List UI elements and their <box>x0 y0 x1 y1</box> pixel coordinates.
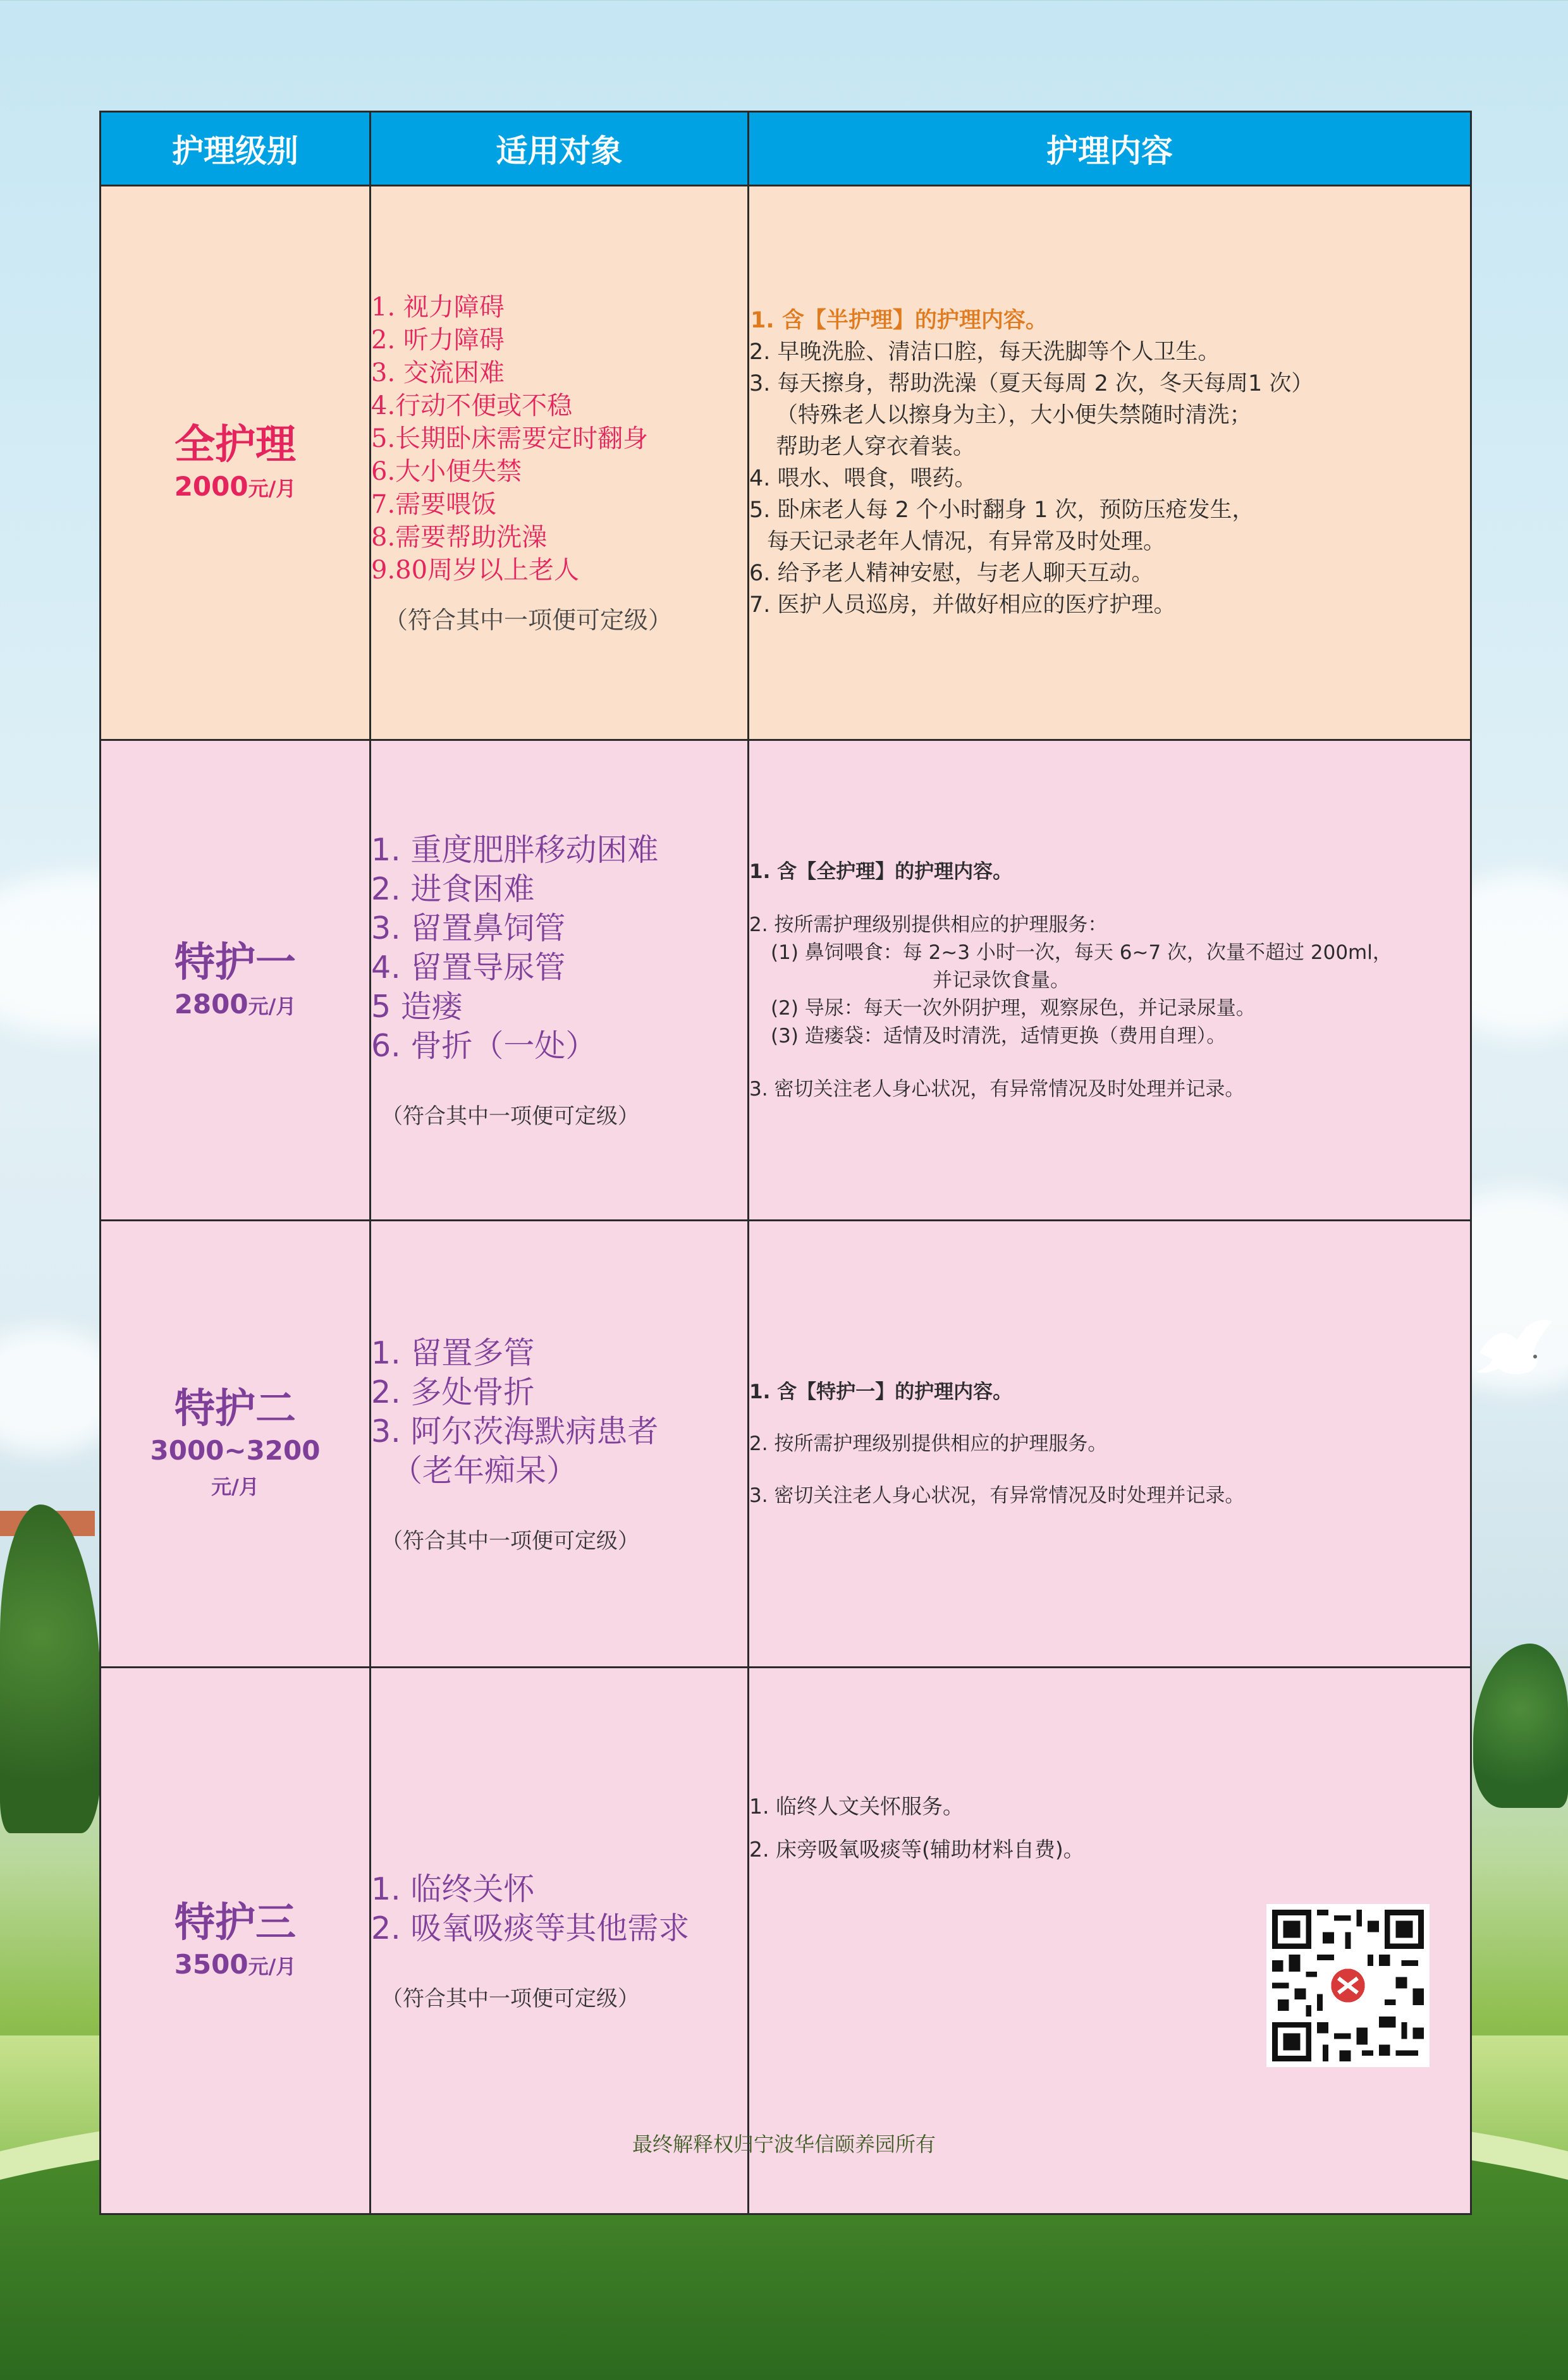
price-unit: 元/月 <box>248 1955 297 1979</box>
content-line: 1. 含【半护理】的护理内容。 <box>750 308 1048 333</box>
level-price-unit <box>101 1468 369 1503</box>
target-cell <box>371 186 749 740</box>
table-header-row <box>101 112 1471 186</box>
target-item: 1. 临终关怀 <box>371 1870 535 1907</box>
content-line: (3) 造瘘袋：适情及时清洗，适情更换（费用自理）。 <box>771 1024 1227 1047</box>
level-name: 特护三 <box>175 1900 296 1947</box>
target-item: （老年痴呆） <box>391 1452 578 1489</box>
level-cell <box>101 1221 371 1668</box>
footer-copyright: 最终解释权归宁波华信颐养园所有 <box>632 2132 936 2156</box>
price-value: 2800 <box>174 988 248 1020</box>
content-line: 2. 按所需护理级别提供相应的护理服务： <box>749 913 1108 936</box>
target-item: 2. 多处骨折 <box>371 1374 535 1410</box>
dove-icon <box>1473 1315 1555 1384</box>
content-line: 2. 床旁吸氧吸痰等(辅助材料自费)。 <box>749 1837 1084 1862</box>
content-cell <box>749 1221 1471 1668</box>
tree-right <box>1473 1644 1568 1808</box>
target-item: 2. 听力障碍 <box>371 325 505 355</box>
content-line: 1. 含【特护一】的护理内容。 <box>749 1381 1013 1403</box>
content-line: 并记录饮食量。 <box>933 968 1070 992</box>
care-level-table <box>99 111 1472 2215</box>
level-cell <box>101 186 371 740</box>
target-item: 1. 重度肥胖移动困难 <box>371 832 659 868</box>
content-line: (2) 导尿：每天一次外阴护理，观察尿色，并记录尿量。 <box>771 996 1256 1020</box>
target-item: 6.大小便失禁 <box>371 456 522 486</box>
level-price <box>101 470 369 504</box>
target-item: 1. 留置多管 <box>371 1334 535 1371</box>
tree-left <box>0 1504 101 1833</box>
price-unit: 元/月 <box>248 994 297 1018</box>
content-line: 帮助老人穿衣着装。 <box>776 434 976 460</box>
table-row <box>101 740 1471 1221</box>
target-item: 1. 视力障碍 <box>371 292 505 322</box>
content-cell <box>749 740 1471 1221</box>
qualification-note: （符合其中一项便可定级） <box>384 606 673 634</box>
target-item: 4. 留置导尿管 <box>371 949 566 986</box>
content-line: 2. 按所需护理级别提供相应的护理服务。 <box>749 1432 1108 1455</box>
content-line: 3. 密切关注老人身心状况，有异常情况及时处理并记录。 <box>749 1484 1245 1507</box>
content-line: 3. 每天擦身，帮助洗澡（夏天每周 2 次，冬天每周1 次） <box>749 371 1314 396</box>
content-cell <box>749 186 1471 740</box>
target-item: 9.80周岁以上老人 <box>371 555 580 585</box>
level-name: 特护二 <box>175 1386 296 1432</box>
target-item: 6. 骨折（一处） <box>371 1028 597 1064</box>
target-cell <box>371 1221 749 1668</box>
target-item: 2. 进食困难 <box>371 871 535 907</box>
target-item: 5 造瘘 <box>371 989 463 1025</box>
header-care-content: 护理内容 <box>749 112 1471 186</box>
qualification-note: （符合其中一项便可定级） <box>381 1104 639 1129</box>
content-line: (1) 鼻饲喂食：每 2~3 小时一次，每天 6~7 次，次量不超过 200ml， <box>771 941 1392 964</box>
target-item: 4.行动不便或不稳 <box>371 391 573 420</box>
target-item: 3. 交流困难 <box>371 358 505 388</box>
target-item: 8.需要帮助洗澡 <box>371 522 548 552</box>
target-item: 7.需要喂饭 <box>371 489 497 519</box>
price-unit: 元/月 <box>211 1475 259 1499</box>
content-line: 每天记录老年人情况，有异常及时处理。 <box>767 529 1166 554</box>
qualification-note: （符合其中一项便可定级） <box>381 1986 639 2011</box>
price-value: 3500 <box>174 1949 248 1980</box>
qr-code-icon <box>1266 1904 1430 2067</box>
level-price-value: 3000~3200 <box>150 1434 321 1466</box>
target-cell <box>371 740 749 1221</box>
target-item: 2. 吸氧吸痰等其他需求 <box>371 1910 690 1946</box>
content-line: 7. 医护人员巡房，并做好相应的医疗护理。 <box>749 592 1176 618</box>
level-cell <box>101 740 371 1221</box>
level-price <box>101 1948 369 1982</box>
level-name: 特护一 <box>175 939 296 986</box>
content-line: 1. 含【全护理】的护理内容。 <box>749 860 1013 883</box>
table-row <box>101 1221 1471 1668</box>
table-row <box>101 186 1471 740</box>
target-item: 3. 阿尔茨海默病患者 <box>371 1413 659 1449</box>
level-name: 全护理 <box>175 422 296 469</box>
header-applicable-target: 适用对象 <box>371 112 749 186</box>
price-unit: 元/月 <box>248 477 297 501</box>
content-line: 4. 喂水、喂食，喂药。 <box>749 466 977 491</box>
price-value: 2000 <box>174 471 248 503</box>
target-item: 5.长期卧床需要定时翻身 <box>371 424 649 453</box>
content-line: 2. 早晚洗脸、清洁口腔，每天洗脚等个人卫生。 <box>749 339 1220 365</box>
content-line: 5. 卧床老人每 2 个小时翻身 1 次，预防压疮发生， <box>749 497 1254 523</box>
qualification-note: （符合其中一项便可定级） <box>381 1528 639 1554</box>
content-line: 3. 密切关注老人身心状况，有异常情况及时处理并记录。 <box>749 1077 1245 1101</box>
level-price <box>101 987 369 1022</box>
content-line: （特殊老人以擦身为主），大小便失禁随时清洗； <box>776 403 1252 428</box>
content-line: 6. 给予老人精神安慰，与老人聊天互动。 <box>749 561 1154 586</box>
header-care-level: 护理级别 <box>101 112 371 186</box>
content-line: 1. 临终人文关怀服务。 <box>749 1794 964 1819</box>
target-item: 3. 留置鼻饲管 <box>371 910 566 946</box>
